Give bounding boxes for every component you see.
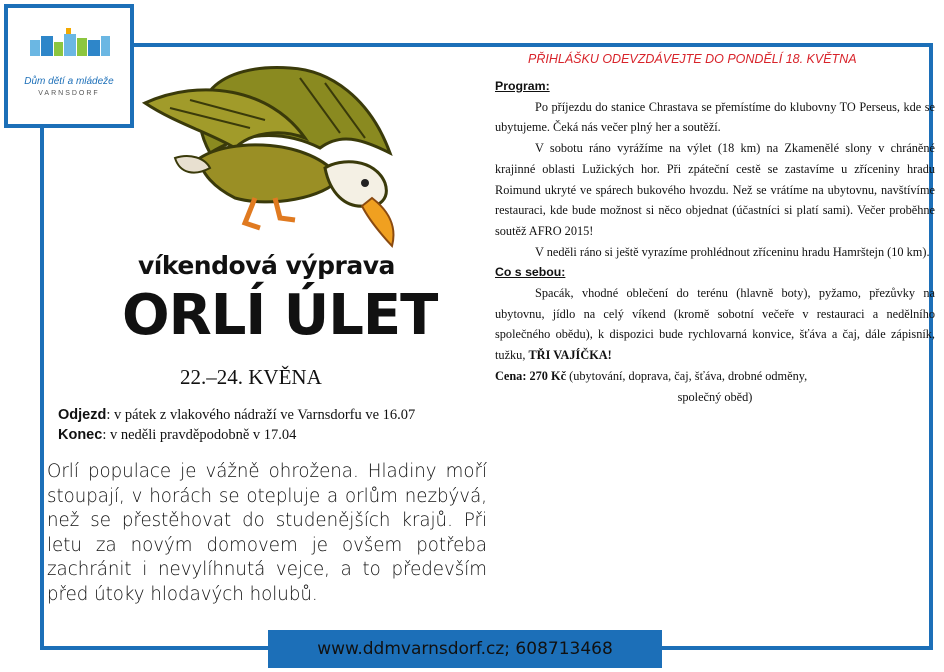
footer-contact[interactable]: www.ddmvarnsdorf.cz; 608713468 (268, 630, 662, 668)
bring-highlight: TŘI VAJÍČKA! (528, 348, 612, 363)
end-label: Konec (58, 427, 103, 443)
price-label: Cena: 270 Kč (495, 368, 567, 383)
program-paragraph-1: Po příjezdu do stanice Chrastava se přemístíme do klubovny TO Perseus, kde se ubytujeme. Čeká nás večer plný her a soutěží. (495, 99, 935, 135)
logo-buildings-icon (8, 14, 130, 74)
event-dates: 22.–24. KVĚNA (180, 365, 322, 389)
event-subtitle: víkendová výprava (138, 251, 395, 280)
program-paragraph-2: V sobotu ráno vyrážíme na výlet (18 km) na Zkamenělé slony v chráněné krajinné oblasti Lužických hor. Při zpáteční cestě se zastavíme u zříceniny hradu Roimund ukryté ve spárech bukového hvozdu. Než se vrátíme na ubytovnu, navštívíme restauraci, kde bude možnost si něco objednat (účastníci si platí sami). Večer proběhne soutěž AFRO 2015! (495, 141, 935, 238)
story-text: Orlí populace je vážně ohrožena. Hladiny moří stoupají, v horách se otepluje a orlům nezbývá, než se přestěhovat do studenějších krajů. Při letu za novým domovem je ovšem potřeba zachránit i nevylíhnutá vejce, a to především před útoky hlodavých holubů. (47, 461, 487, 605)
bring-heading: Co s sebou: (495, 265, 566, 280)
bring-paragraph (495, 283, 935, 366)
logo (4, 4, 134, 128)
program-heading: Program: (495, 79, 550, 93)
price-details-2: společný oběd) (677, 389, 753, 404)
event-title: ORLÍ ÚLET (122, 283, 438, 348)
bring-text: Spacák, vhodné oblečení do terénu (hlavně boty), pyžamo, přezůvky na ubytovnu, jídlo na celý víkend (kromě sobotní večeře v restauraci a nedělního společného obědu), k dispozici bude rychlovarná konvice, šťáva a čaj, dále zápisník, tužku, (495, 286, 935, 363)
departure-label: Odjezd (58, 407, 107, 423)
travel-info (58, 405, 415, 445)
logo-name: Dům dětí a mládeže (24, 76, 114, 87)
logo-town: VARNSDORF (38, 90, 100, 97)
eagle-icon (140, 58, 410, 253)
departure-text: : v pátek z vlakového nádraží ve Varnsdorfu ve 16.07 (106, 407, 416, 423)
program-paragraph-3: V neděli ráno si ještě vyrazíme prohlédnout zříceninu hradu Hamrštejn (10 km). (535, 244, 930, 259)
end-line (58, 425, 415, 445)
departure-line (58, 405, 415, 425)
price-line (495, 366, 935, 387)
end-text: : v neděli pravděpodobně v 17.04 (102, 427, 297, 443)
deadline-notice: PŘIHLÁŠKU ODEVZDÁVEJTE DO PONDĚLÍ 18. KVĚTNA (528, 52, 857, 66)
program-column (495, 76, 935, 407)
price-details: (ubytování, doprava, čaj, šťáva, drobné odměny, (569, 368, 808, 383)
